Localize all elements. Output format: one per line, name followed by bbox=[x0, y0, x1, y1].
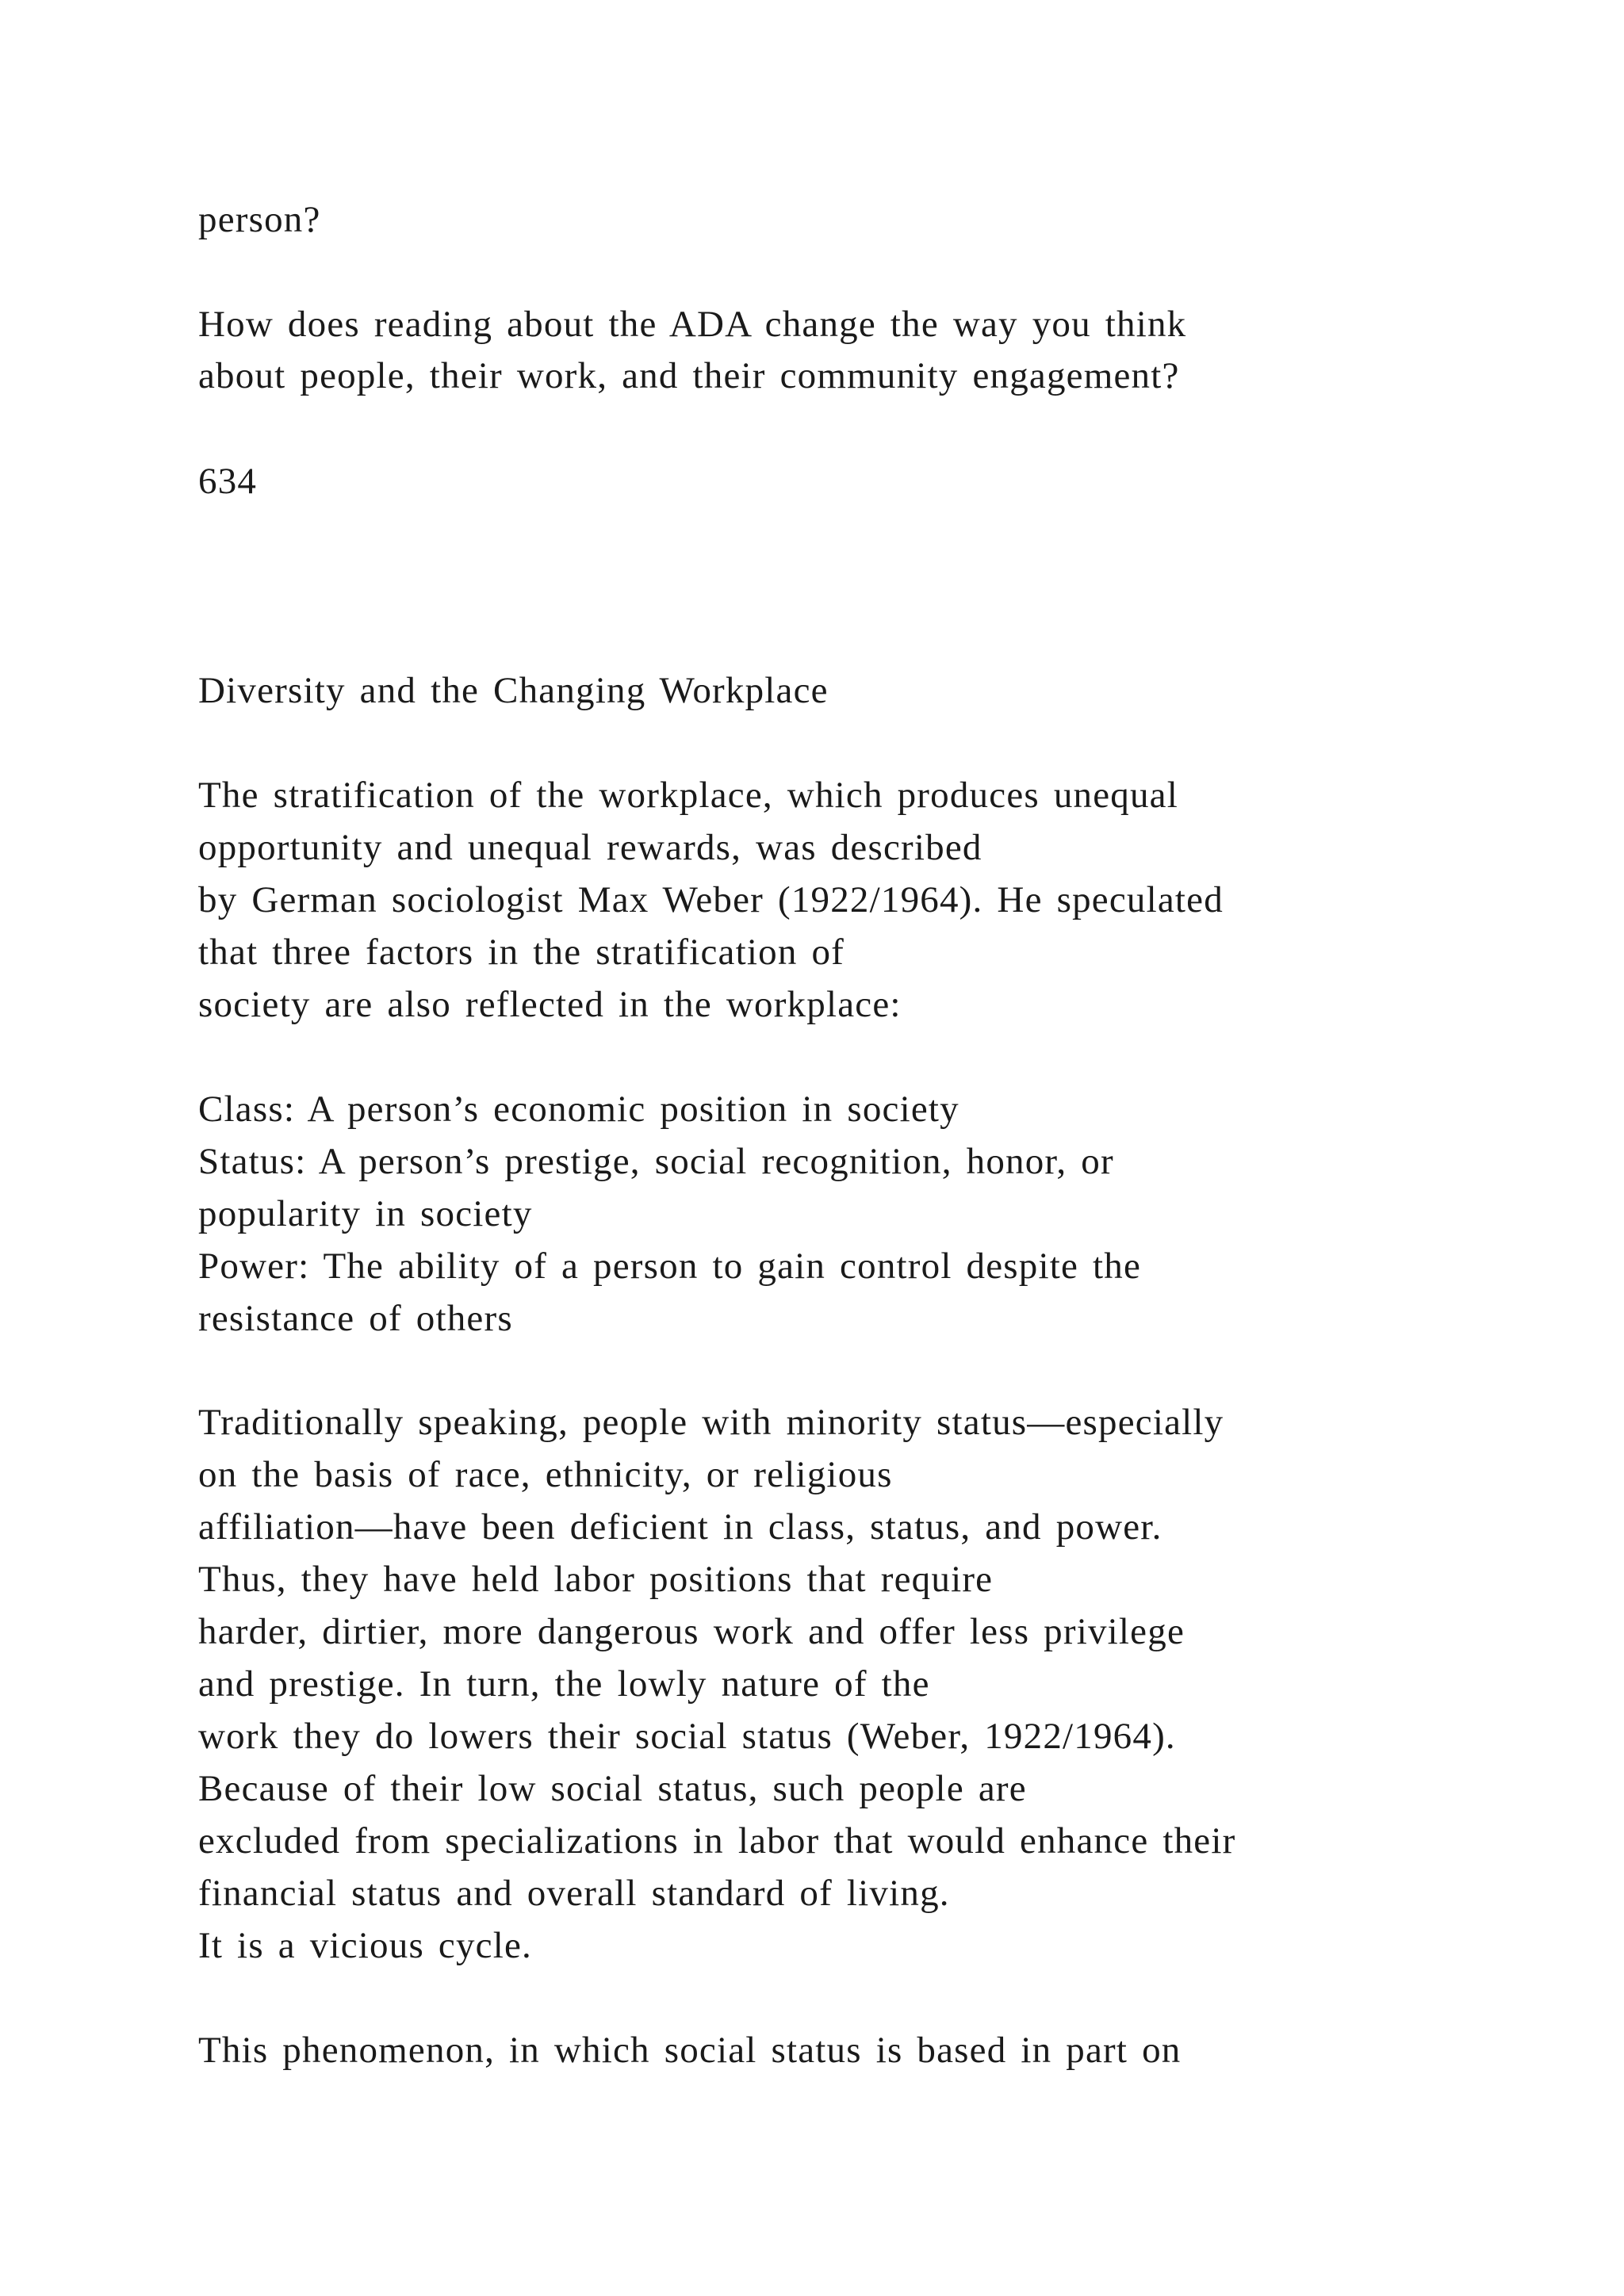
text-line: that three factors in the stratification of bbox=[198, 932, 845, 973]
page-number: 634 bbox=[198, 461, 258, 502]
text-line: financial status and overall standard of living. bbox=[198, 1873, 950, 1914]
text-line: popularity in society bbox=[198, 1193, 533, 1234]
text-line: How does reading about the ADA change the way you think bbox=[198, 304, 1187, 345]
text-line: affiliation—have been deficient in class, status, and power. bbox=[198, 1506, 1162, 1548]
definition-status: Status: A person’s prestige, social recognition, honor, or bbox=[198, 1141, 1114, 1182]
text-line: harder, dirtier, more dangerous work and offer less privilege bbox=[198, 1611, 1185, 1652]
text-line: about people, their work, and their community engagement? bbox=[198, 355, 1180, 396]
text-line: excluded from specializations in labor that would enhance their bbox=[198, 1820, 1236, 1862]
text-line: Traditionally speaking, people with minority status—especially bbox=[198, 1402, 1224, 1443]
text-line: person? bbox=[198, 199, 321, 240]
text-line: This phenomenon, in which social status is based in part on bbox=[198, 2030, 1182, 2071]
text-line: The stratification of the workplace, which produces unequal bbox=[198, 775, 1179, 816]
text-line: on the basis of race, ethnicity, or religious bbox=[198, 1454, 893, 1495]
text-line: work they do lowers their social status (Weber, 1922/1964). bbox=[198, 1716, 1176, 1757]
text-line: Because of their low social status, such people are bbox=[198, 1768, 1027, 1809]
text-line: It is a vicious cycle. bbox=[198, 1925, 532, 1966]
text-line: Thus, they have held labor positions that require bbox=[198, 1559, 994, 1600]
definition-class: Class: A person’s economic position in society bbox=[198, 1089, 959, 1130]
text-line: by German sociologist Max Weber (1922/1964). He speculated bbox=[198, 879, 1224, 920]
text-line: resistance of others bbox=[198, 1298, 513, 1339]
section-heading: Diversity and the Changing Workplace bbox=[198, 670, 829, 711]
text-line: society are also reflected in the workplace: bbox=[198, 984, 902, 1025]
definition-power: Power: The ability of a person to gain control despite the bbox=[198, 1246, 1142, 1287]
text-line: opportunity and unequal rewards, was described bbox=[198, 827, 982, 868]
text-line: and prestige. In turn, the lowly nature of the bbox=[198, 1663, 930, 1705]
